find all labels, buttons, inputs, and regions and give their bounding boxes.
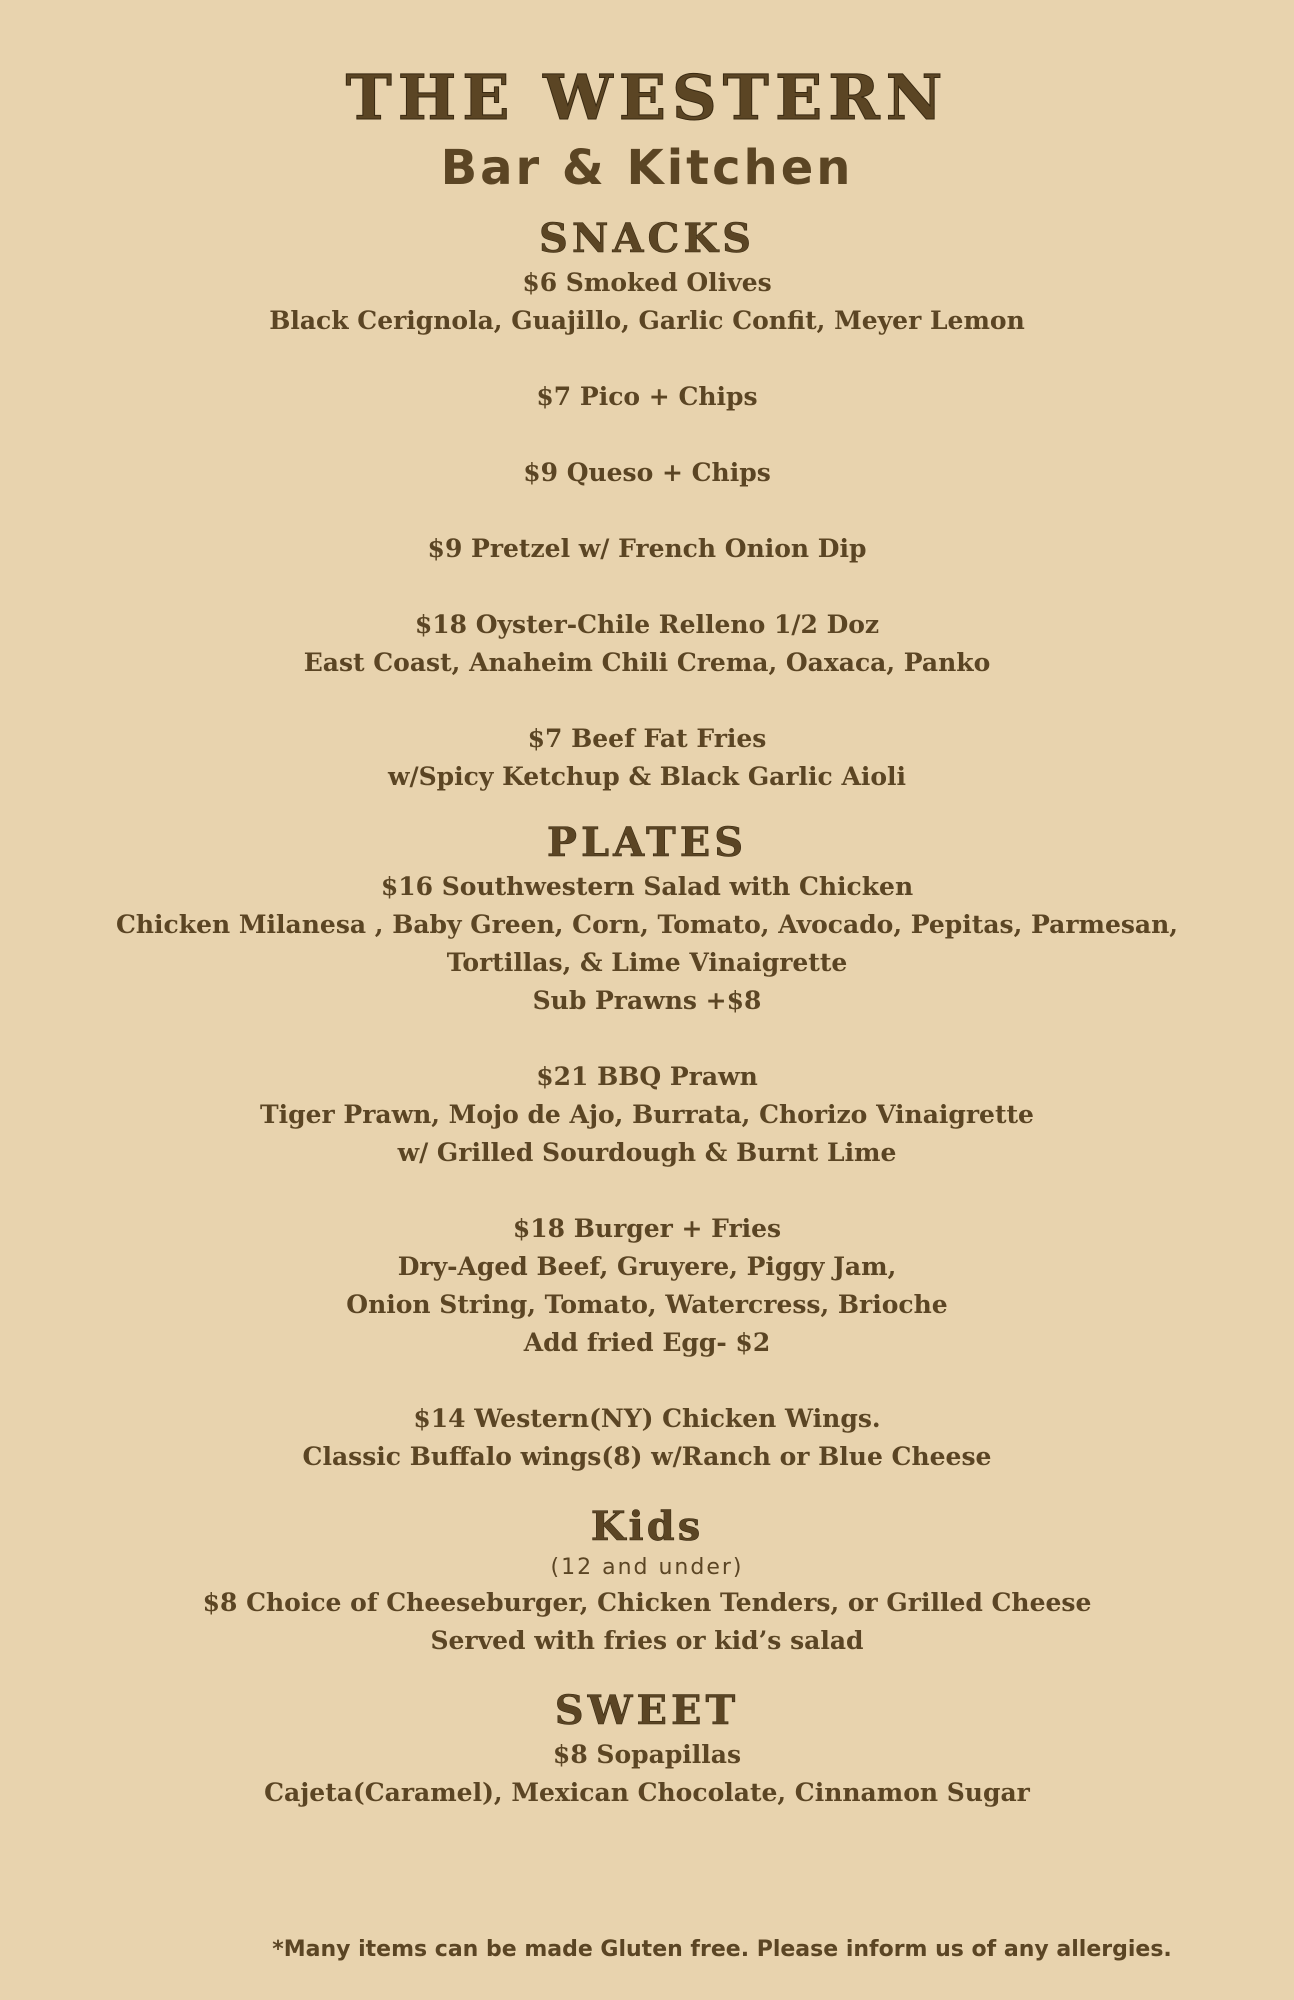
item-title: $9 Pretzel w/ French Onion Dip — [427, 534, 867, 563]
menu-item-kids-choice — [0, 1584, 1294, 1660]
allergy-footnote: *Many items can be made Gluten free. Please inform us of any allergies. — [272, 1937, 1172, 1962]
section-heading-sweet: SWEET — [554, 1687, 740, 1734]
item-description: East Coast, Anaheim Chili Crema, Oaxaca, Panko — [303, 648, 991, 677]
item-title: $9 Queso + Chips — [523, 458, 771, 487]
menu-item-pico-chips — [0, 378, 1294, 416]
item-title: $16 Southwestern Salad with Chicken — [380, 872, 914, 901]
item-title: $7 Pico + Chips — [536, 382, 758, 411]
item-description: Dry-Aged Beef, Gruyere, Piggy Jam, — [397, 1252, 897, 1281]
item-addon: Sub Prawns +$8 — [532, 986, 762, 1015]
item-description: Tiger Prawn, Mojo de Ajo, Burrata, Chorizo Vinaigrette — [260, 1100, 1034, 1129]
section-sweet — [0, 1686, 1294, 1812]
item-description: Served with fries or kid’s salad — [430, 1626, 864, 1655]
section-kids — [0, 1502, 1294, 1660]
item-title: $14 Western(NY) Chicken Wings. — [413, 1404, 881, 1433]
item-title: $18 Burger + Fries — [512, 1214, 782, 1243]
menu-item-pretzel — [0, 530, 1294, 568]
item-title: $6 Smoked Olives — [522, 268, 772, 297]
menu-item-bbq-prawn — [0, 1058, 1294, 1172]
item-addon: Add fried Egg- $2 — [523, 1328, 771, 1357]
menu-item-sopapillas — [0, 1736, 1294, 1812]
item-description: Onion String, Tomato, Watercress, Brioche — [346, 1290, 948, 1319]
item-title: $18 Oyster-Chile Relleno 1/2 Doz — [414, 610, 880, 639]
menu-item-beef-fat-fries — [0, 720, 1294, 796]
item-description: Tortillas, & Lime Vinaigrette — [446, 948, 848, 977]
menu-item-chicken-wings — [0, 1400, 1294, 1476]
menu-item-burger-fries — [0, 1210, 1294, 1362]
menu-header — [0, 0, 1294, 198]
item-title: $8 Sopapillas — [552, 1740, 742, 1769]
section-snacks — [0, 214, 1294, 796]
item-title: $21 BBQ Prawn — [536, 1062, 758, 1091]
menu-item-smoked-olives — [0, 264, 1294, 340]
restaurant-subtitle: Bar & Kitchen — [440, 140, 854, 196]
item-description: w/ Grilled Sourdough & Burnt Lime — [397, 1138, 897, 1167]
item-title: $8 Choice of Cheeseburger, Chicken Tenders, or Grilled Cheese — [202, 1588, 1092, 1617]
item-description: Chicken Milanesa , Baby Green, Corn, Tomato, Avocado, Pepitas, Parmesan, — [115, 910, 1179, 939]
menu-item-oyster-chile-relleno — [0, 606, 1294, 682]
item-title: $7 Beef Fat Fries — [527, 724, 767, 753]
menu-item-southwestern-salad — [0, 868, 1294, 1020]
item-description: w/Spicy Ketchup & Black Garlic Aioli — [387, 762, 907, 791]
section-heading-snacks: SNACKS — [539, 215, 755, 262]
section-plates — [0, 818, 1294, 1476]
section-heading-kids: Kids — [590, 1503, 704, 1550]
section-note-kids: (12 and under) — [550, 1555, 744, 1580]
item-description: Cajeta(Caramel), Mexican Chocolate, Cinnamon Sugar — [264, 1778, 1030, 1807]
item-description: Classic Buffalo wings(8) w/Ranch or Blue Cheese — [302, 1442, 992, 1471]
item-description: Black Cerignola, Guajillo, Garlic Confit, Meyer Lemon — [269, 306, 1025, 335]
menu-item-queso-chips — [0, 454, 1294, 492]
restaurant-name: THE WESTERN — [345, 61, 949, 134]
section-heading-plates: PLATES — [546, 819, 748, 866]
